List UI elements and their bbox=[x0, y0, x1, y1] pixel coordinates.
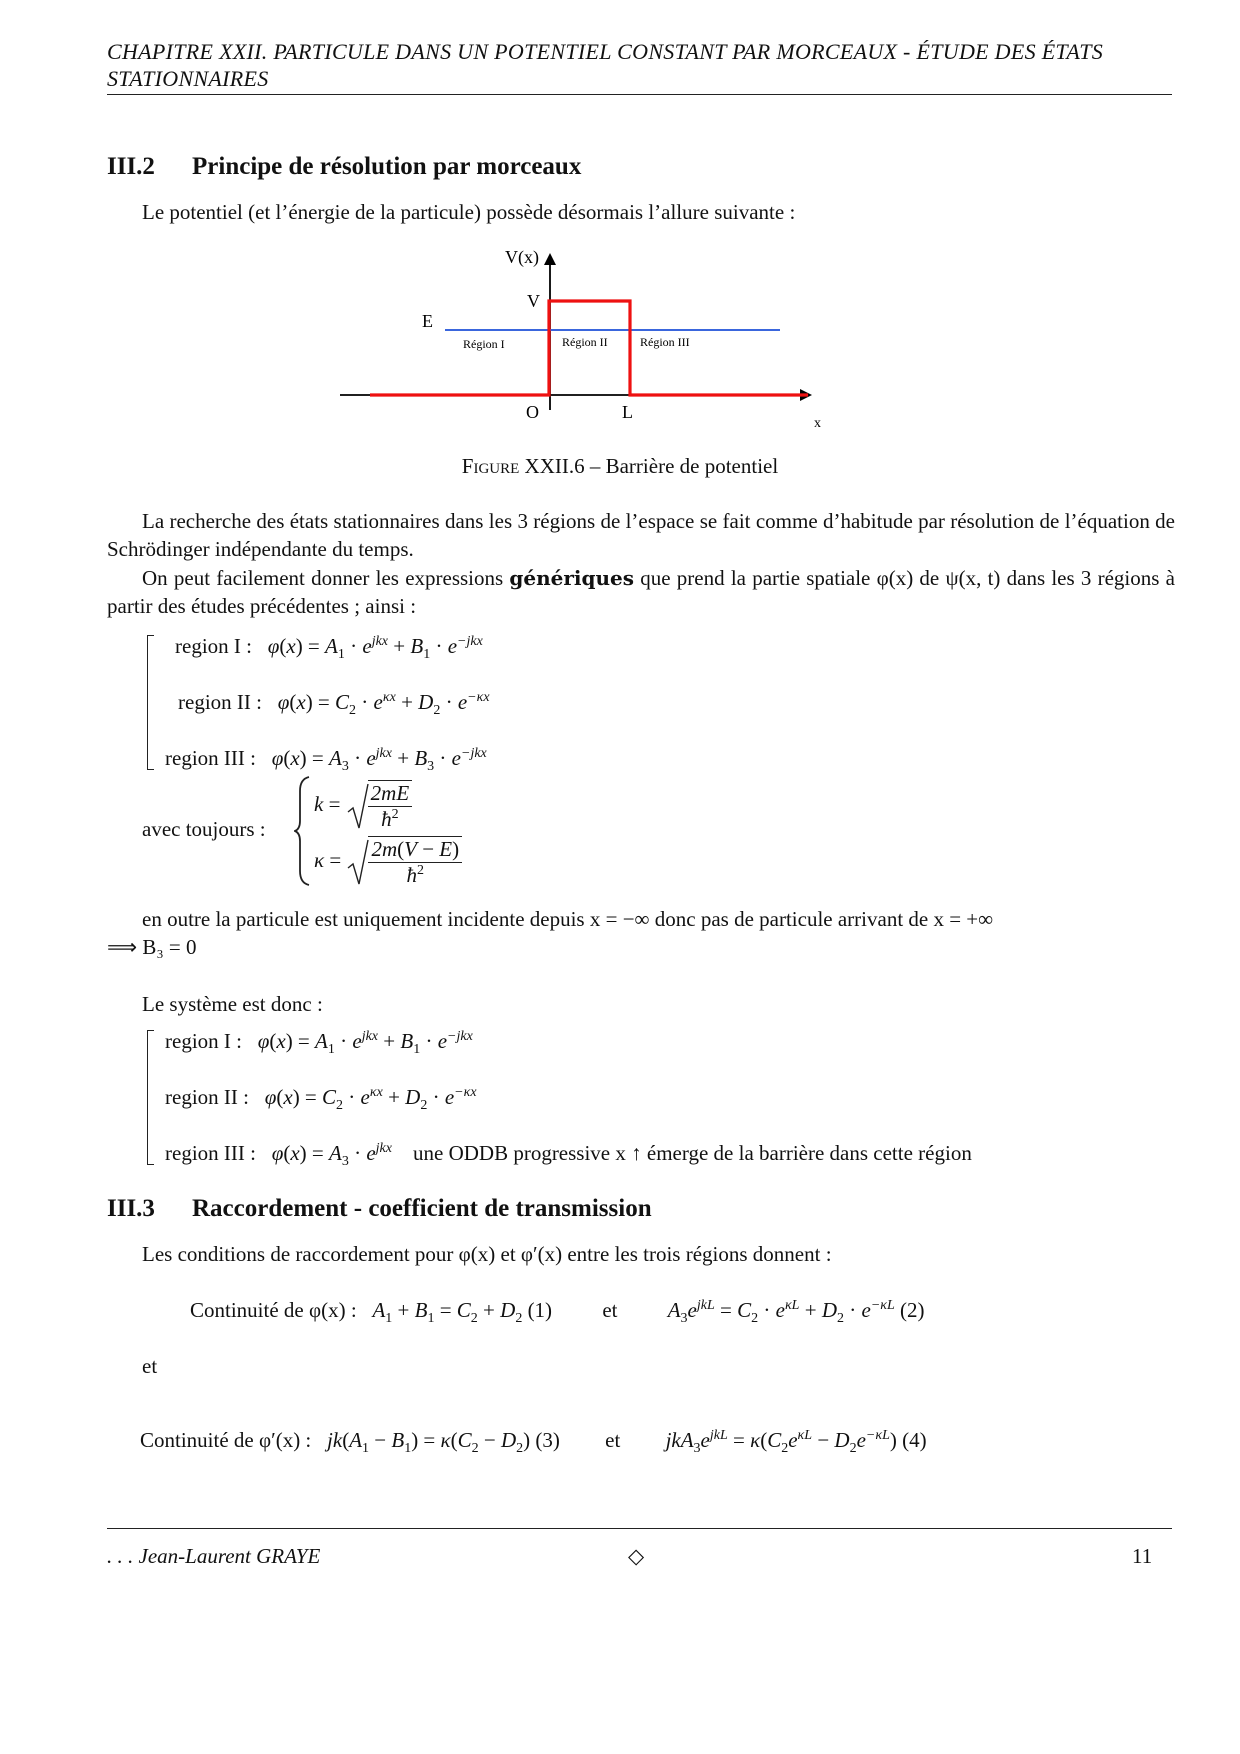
page-number: 11 bbox=[1132, 1544, 1153, 1568]
region-1-label: region I : bbox=[165, 1029, 242, 1053]
avec-toujours-label: avec toujours : bbox=[142, 817, 266, 841]
sqrt-symbol bbox=[346, 782, 370, 830]
header-rule bbox=[107, 94, 1172, 95]
paragraph-1: La recherche des états stationnaires dans les 3 régions de l’espace se fait comme d’habitude par résolution de l’équation de Schrödinger indépendante du temps. bbox=[107, 509, 1175, 561]
footer-author: . . . Jean-Laurent GRAYE bbox=[107, 1544, 321, 1568]
implies-b3-zero: ⟹ B₃ = 0 bbox=[107, 935, 197, 959]
system-2-bracket bbox=[147, 1030, 154, 1165]
continuity-phi: Continuité de φ(x) : $A_1 + B_1 = C_2 + D_2$ (1) et $A_3e^{jkL} = C_2 \cdot e^{\kappa L} + D_2 \cdot e^{-\kappa L}$ (2) bbox=[190, 1298, 925, 1327]
caption-prefix: Figure XXII.6 bbox=[461, 454, 585, 478]
section-number: III.2 bbox=[107, 153, 155, 180]
region-1-label: Région I bbox=[463, 337, 505, 351]
para-2-text-b: que prend la partie spatiale φ(x) de ψ(x, t) dans les 3 régions à partir des études précédentes ; ainsi : bbox=[107, 566, 1175, 618]
et-line: et bbox=[142, 1354, 158, 1378]
region-3-label: region III : bbox=[165, 746, 256, 770]
systeme-donc: Le système est donc : bbox=[142, 992, 323, 1016]
region-3-label: region III : bbox=[165, 1141, 256, 1165]
section-title: Raccordement - coefficient de transmission bbox=[192, 1195, 652, 1222]
label-l: L bbox=[622, 402, 633, 422]
region-3-label: Région III bbox=[640, 335, 690, 349]
eq-1-tag: (1) bbox=[527, 1298, 553, 1322]
y-axis-arrow bbox=[544, 253, 556, 265]
region-2-label: region II : bbox=[178, 690, 262, 714]
paragraph-2 bbox=[107, 564, 1175, 620]
region-1-label: region I : bbox=[175, 634, 252, 658]
footer-rule bbox=[107, 1528, 1172, 1529]
section-heading-iii-2 bbox=[107, 153, 581, 181]
label-o: O bbox=[526, 402, 539, 422]
label-v: V bbox=[527, 291, 540, 311]
section-heading-iii-3 bbox=[107, 1195, 652, 1223]
system-1-row-3: region III : $\varphi(x) = A_3 \cdot e^{jkx} + B_3 \cdot e^{-jkx}$ bbox=[165, 746, 487, 775]
curly-brace bbox=[294, 775, 312, 887]
kappa-definition: κ = $\frac{2m(V - E)}{ħ^2}$ bbox=[314, 836, 462, 888]
para-2-bold: génériques bbox=[509, 566, 635, 590]
system-2-row-3: region III : $\varphi(x) = A_3 \cdot e^{jkx}$ une ODDB progressive x ↑ émerge de la barrière dans cette région bbox=[165, 1141, 972, 1170]
x-axis-label: x bbox=[814, 416, 821, 430]
system-1-row-1: region I : $\varphi(x) = A_1 \cdot e^{jkx} + B_1 \cdot e^{-jkx}$ bbox=[175, 634, 483, 663]
region-3-comment: une ODDB progressive x ↑ émerge de la barrière dans cette région bbox=[413, 1141, 972, 1165]
continuity-phi-prime: Continuité de φ′(x) : $jk(A_1 - B_1) = \kappa(C_2 - D_2)$ (3) et $jkA_3e^{jkL} = \kappa(C_2e^{\kappa L} - D_2e^{-\kappa L})$ (4) bbox=[140, 1428, 927, 1457]
section-intro: Le potentiel (et l’énergie de la particule) possède désormais l’allure suivante : bbox=[142, 200, 796, 224]
et-separator: et bbox=[602, 1298, 618, 1322]
label-e: E bbox=[422, 311, 433, 331]
caption-text: – Barrière de potentiel bbox=[584, 454, 779, 478]
continuity-phi-label: Continuité de φ(x) : bbox=[190, 1298, 357, 1322]
y-axis-label: V(x) bbox=[505, 247, 539, 267]
system-2-row-2: region II : $\varphi(x) = C_2 \cdot e^{\kappa x} + D_2 \cdot e^{-\kappa x}$ bbox=[165, 1085, 477, 1114]
eq-3-tag: (3) bbox=[535, 1428, 560, 1452]
system-1-row-2: region II : $\varphi(x) = C_2 \cdot e^{\kappa x} + D_2 \cdot e^{-\kappa x}$ bbox=[178, 690, 490, 719]
et-separator: et bbox=[605, 1428, 621, 1452]
section-title: Principe de résolution par morceaux bbox=[192, 153, 582, 180]
sqrt-symbol bbox=[346, 838, 370, 886]
paragraph-3: en outre la particule est uniquement incidente depuis x = −∞ donc pas de particule arrivant de x = +∞ bbox=[142, 907, 994, 931]
region-2-label: Région II bbox=[562, 335, 608, 349]
para-2-text-a: On peut facilement donner les expressions bbox=[142, 566, 510, 590]
figure-caption bbox=[0, 452, 1240, 480]
system-2-row-1: region I : $\varphi(x) = A_1 \cdot e^{jkx} + B_1 \cdot e^{-jkx}$ bbox=[165, 1029, 473, 1058]
section-3-intro: Les conditions de raccordement pour φ(x) et φ′(x) entre les trois régions donnent : bbox=[142, 1242, 832, 1266]
eq-4-tag: (4) bbox=[902, 1428, 927, 1452]
running-header: CHAPITRE XXII. PARTICULE DANS UN POTENTIEL CONSTANT PAR MORCEAUX - ÉTUDE DES ÉTATS STATIONNAIRES bbox=[107, 39, 1104, 91]
eq-2-tag: (2) bbox=[900, 1298, 925, 1322]
continuity-phi-prime-label: Continuité de φ′(x) : bbox=[140, 1428, 312, 1452]
section-number: III.3 bbox=[107, 1195, 155, 1222]
footer-diamond-icon: ◇ bbox=[628, 1544, 645, 1568]
k-definition: k = $\frac{2mE}{ħ^2}$ bbox=[314, 780, 412, 832]
system-1-bracket bbox=[147, 635, 154, 770]
potential-barrier-figure bbox=[330, 245, 850, 430]
region-2-label: region II : bbox=[165, 1085, 249, 1109]
